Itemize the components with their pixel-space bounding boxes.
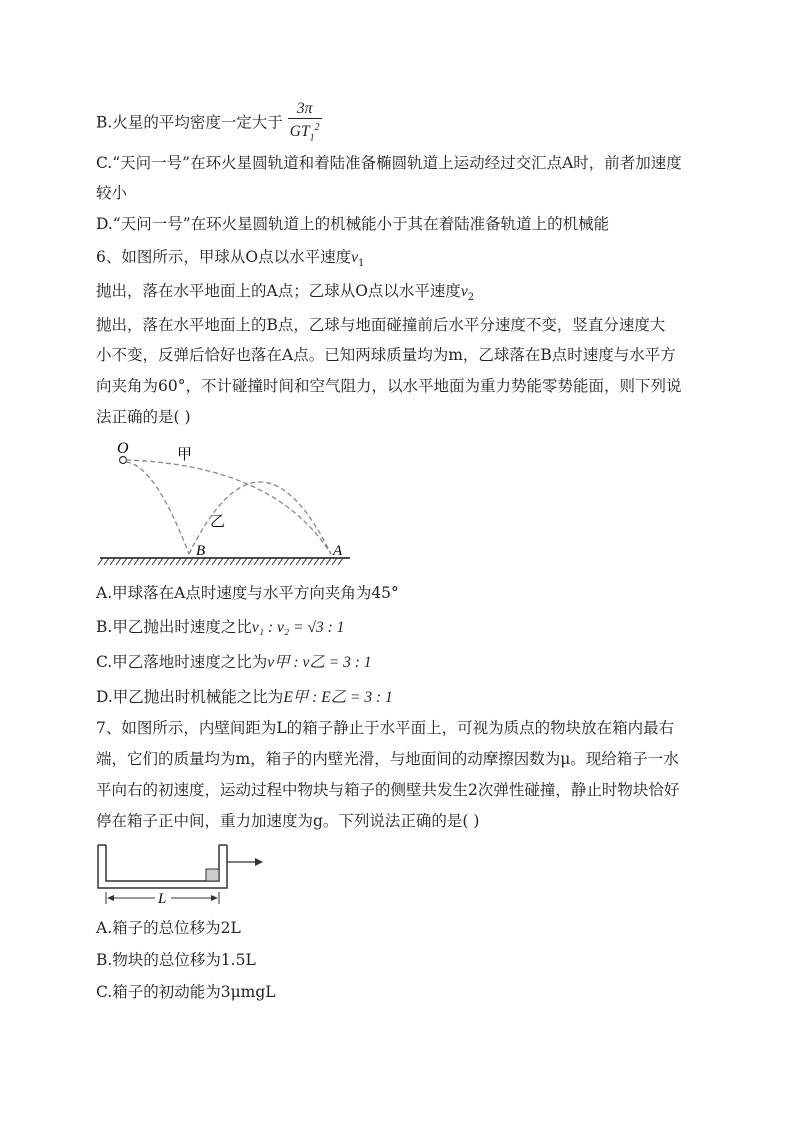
hatch-mark [122,558,127,565]
label-L: L [158,891,167,907]
fraction-denominator [288,119,322,147]
hatch-mark [224,558,229,565]
hatch-mark [296,558,301,565]
hatch-mark [182,558,187,565]
q6-option-b [96,617,344,638]
den-base: GT [289,123,310,141]
q6-figure [95,435,355,575]
block [206,869,219,881]
hatch-mark [194,558,199,565]
q6-line6: 法正确的是( ) [96,408,191,426]
hatch-mark [266,558,271,565]
hatch-mark [170,558,175,565]
fraction-numerator: 3π [288,100,322,119]
hatch-mark [134,558,139,565]
hatch-mark [338,558,343,565]
hatch-mark [200,558,205,565]
q6-option-c-text: C.甲乙落地时速度之比为 [96,653,268,671]
hatch-mark [242,558,247,565]
hatch-mark [164,558,169,565]
dim-arrow-left [107,895,114,901]
hatch-mark [260,558,265,565]
trajectory-jia [126,460,331,554]
q6-option-d-text: D.甲乙抛出时机械能之比为 [96,688,284,706]
hatch-mark [104,558,109,565]
label-B: B [196,543,206,559]
hatch-mark [302,558,307,565]
hatch-mark [236,558,241,565]
hatch-mark [308,558,313,565]
v2-sub: 2 [467,292,475,304]
hatch-mark [230,558,235,565]
option-5b-text: B.火星的平均密度一定大于 [96,113,283,132]
hatch-mark [320,558,325,565]
option-5c-line1: C.“天问一号”在环火星圆轨道和着陆准备椭圆轨道上运动经过交汇点A时，前者加速度 [96,154,682,172]
hatch-mark [326,558,331,565]
q7-line3: 平向右的初速度，运动过程中物块与箱子的侧壁共发生2次弹性碰撞，静止时物块恰好 [96,781,680,799]
option-5d: D.“天问一号”在环火星圆轨道上的机械能小于其在着陆准备轨道上的机械能 [96,215,610,233]
hatch-mark [278,558,283,565]
hatch-mark [314,558,319,565]
hatch-mark [158,558,163,565]
fraction [288,100,322,147]
hatch-mark [290,558,295,565]
v1-sub: 1 [357,258,365,270]
q7-option-c: C.箱子的初动能为3μmgL [96,983,276,1001]
q6-line1-text: 6、如图所示，甲球从O点以水平速度 [96,248,352,266]
hatch-mark [188,558,193,565]
q6-option-b-text: B.甲乙抛出时速度之比 [96,618,252,636]
q7-line1: 7、如图所示，内壁间距为L的箱子静止于水平面上，可视为质点的物块放在箱内最右 [96,719,675,737]
q6-option-c [96,652,372,673]
label-O: O [117,440,129,457]
hatch-mark [146,558,151,565]
hatch-mark [128,558,133,565]
hatch-mark [218,558,223,565]
q7-figure [95,840,265,912]
hatch-mark [206,558,211,565]
hatch-mark [152,558,157,565]
q6-option-d-expr: E甲 : E乙 = 3 : 1 [283,689,393,706]
dim-arrow-right [211,895,218,901]
den-sup: 2 [314,122,320,133]
hatch-mark [248,558,253,565]
q6-option-a: A.甲球落在A点时速度与水平方向夹角为45° [96,584,399,602]
label-yi: 乙 [210,514,226,530]
q7-option-a: A.箱子的总位移为2L [96,919,241,937]
point-O [120,457,127,464]
hatch-mark [176,558,181,565]
hatch-mark [332,558,337,565]
q6-line5: 向夹角为60°，不计碰撞时间和空气阻力，以水平地面为重力势能零势能面，则下列说 [96,377,682,395]
q6-option-c-expr: v甲 : v乙 = 3 : 1 [267,654,372,671]
box-inner [106,845,219,881]
q6-option-d [96,687,393,708]
hatch-mark [110,558,115,565]
q6-line3: 抛出，落在水平地面上的B点，乙球与地面碰撞前后水平分速度不变，竖直分速度大 [96,316,666,334]
den-sub: 1 [309,132,315,144]
label-jia: 甲 [177,447,193,463]
option-5b [96,100,322,147]
hatch-mark [272,558,277,565]
hatch-mark [284,558,289,565]
q6-line2 [96,281,474,308]
hatch-mark [254,558,259,565]
q6-option-b-expr: v₁ : v₂ = √3 : 1 [251,619,345,636]
v1-symbol: v [351,249,358,266]
trajectory-yi-1 [126,462,189,554]
hatch-mark [212,558,217,565]
q7-line2: 端，它们的质量均为m，箱子的内壁光滑，与地面间的动摩擦因数为μ。现给箱子一水 [96,750,679,768]
ground-hatching [98,558,343,565]
hatch-mark [98,558,103,565]
label-A: A [333,543,343,559]
q7-line4: 停在箱子正中间，重力加速度为g。下列说法正确的是( ) [96,812,480,830]
q7-option-b: B.物块的总位移为1.5L [96,951,256,969]
option-5c-line2: 较小 [96,184,128,202]
q6-line1 [96,247,364,274]
hatch-mark [140,558,145,565]
q6-line4: 小不变，反弹后恰好也落在A点。已知两球质量均为m，乙球落在B点时速度与水平方 [96,346,676,364]
q6-line2-text: 抛出，落在水平地面上的A点；乙球从O点以水平速度 [96,282,461,300]
hatch-mark [116,558,121,565]
v2-symbol: v [460,283,468,300]
velocity-arrow-head [255,858,263,866]
